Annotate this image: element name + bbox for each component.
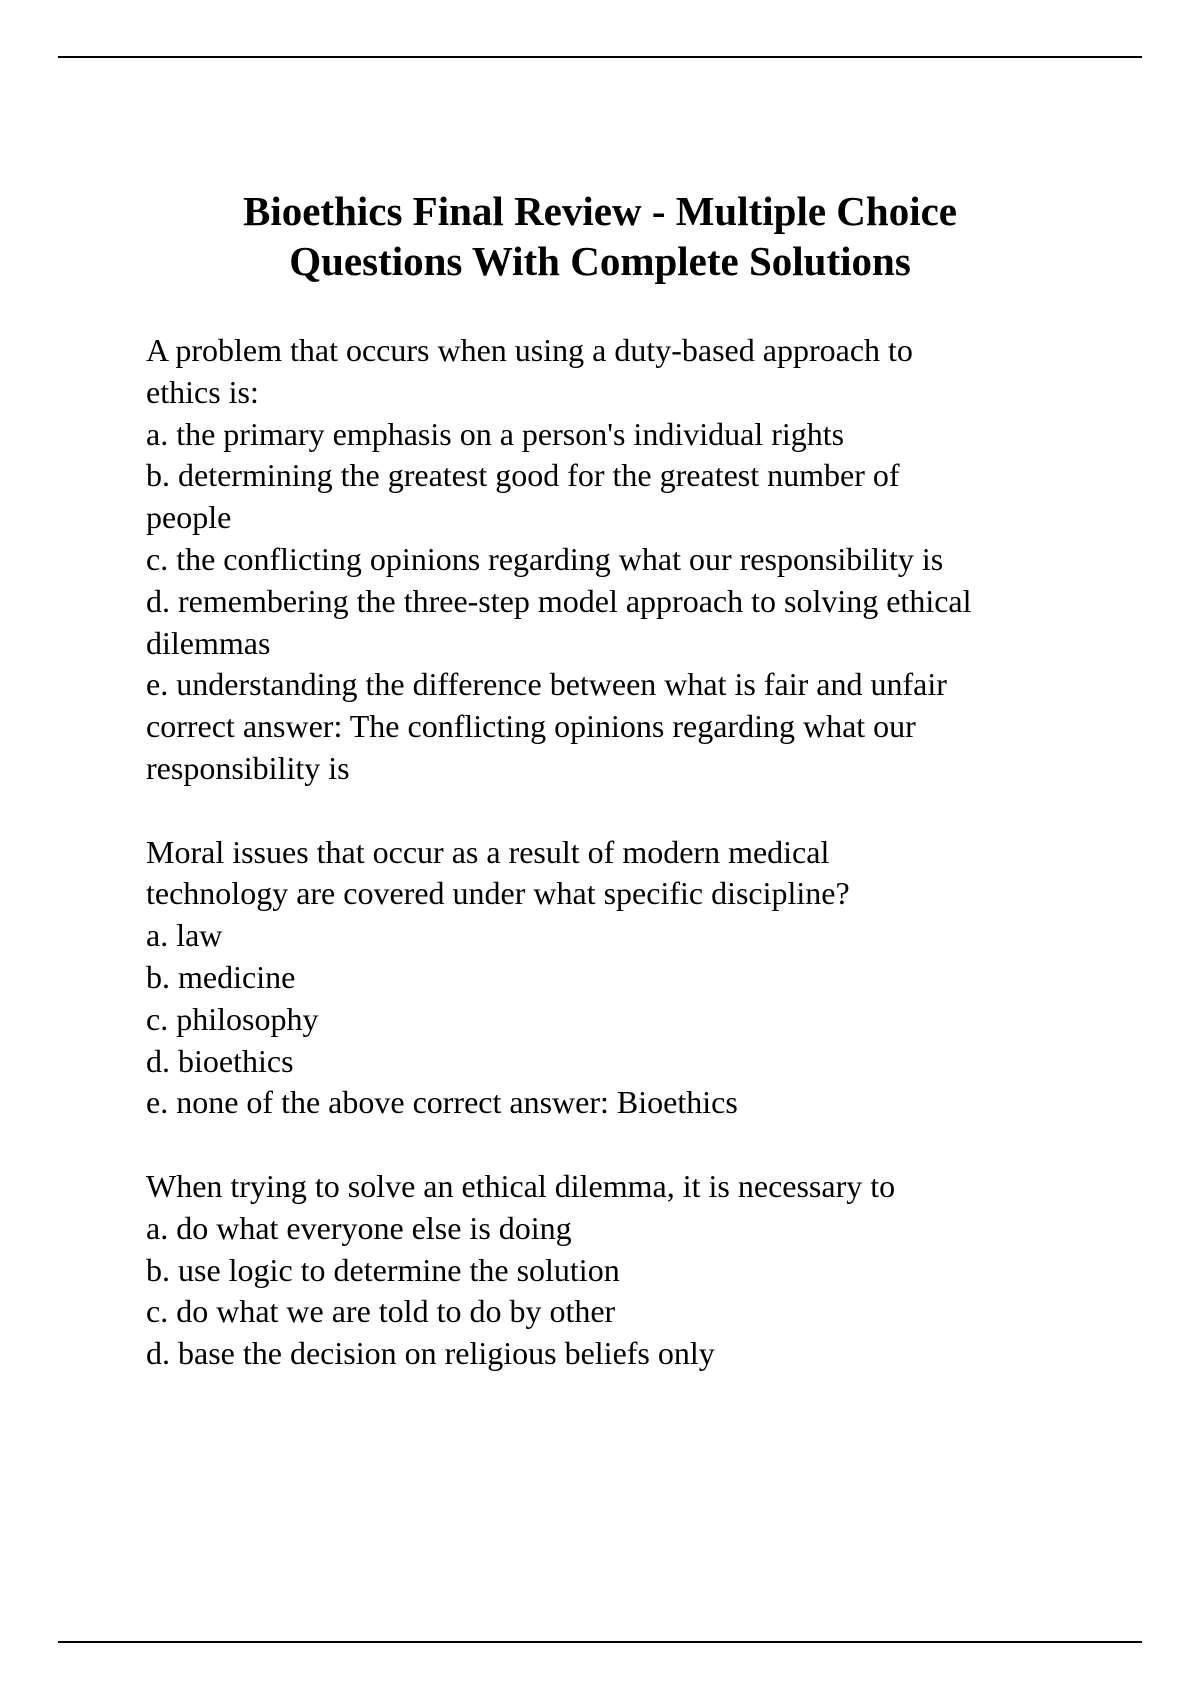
question-2-line: Moral issues that occur as a result of modern medical xyxy=(146,833,830,870)
title-line-1: Bioethics Final Review - Multiple Choice xyxy=(243,188,957,234)
question-3-option-a: a. do what everyone else is doing xyxy=(146,1209,572,1246)
question-2-option-e-answer: e. none of the above correct answer: Bioethics xyxy=(146,1084,738,1121)
question-1-line: ethics is: xyxy=(146,373,259,410)
question-3-line: When trying to solve an ethical dilemma, it is necessary to xyxy=(146,1167,896,1204)
question-3 xyxy=(146,1166,1106,1375)
question-3-option-c: c. do what we are told to do by other xyxy=(146,1293,616,1330)
question-1-option-e: e. understanding the difference between what is fair and unfair xyxy=(146,666,947,703)
question-2 xyxy=(146,832,1106,1125)
question-1-option-c: c. the conflicting opinions regarding what our responsibility is xyxy=(146,540,944,577)
question-1 xyxy=(146,330,1106,790)
questions-body xyxy=(146,330,1106,1417)
question-2-option-c: c. philosophy xyxy=(146,1000,319,1037)
question-2-option-b: b. medicine xyxy=(146,958,296,995)
question-2-option-d: d. bioethics xyxy=(146,1042,294,1079)
question-1-option-b-cont: people xyxy=(146,499,232,536)
footer-rule xyxy=(58,1641,1142,1643)
question-1-option-b: b. determining the greatest good for the greatest number of xyxy=(146,457,900,494)
question-1-option-a: a. the primary emphasis on a person's individual rights xyxy=(146,415,845,452)
question-2-line: technology are covered under what specific discipline? xyxy=(146,875,850,912)
title-line-2: Questions With Complete Solutions xyxy=(289,238,911,284)
question-1-line: A problem that occurs when using a duty-based approach to xyxy=(146,332,913,368)
question-1-answer-cont: responsibility is xyxy=(146,749,350,786)
question-3-option-b: b. use logic to determine the solution xyxy=(146,1251,620,1288)
document-title xyxy=(100,186,1100,286)
question-1-answer: correct answer: The conflicting opinions regarding what our xyxy=(146,708,916,745)
question-1-option-d: d. remembering the three-step model approach to solving ethical xyxy=(146,582,972,619)
question-1-option-d-cont: dilemmas xyxy=(146,624,271,661)
question-3-option-d: d. base the decision on religious beliefs only xyxy=(146,1335,715,1372)
question-2-option-a: a. law xyxy=(146,917,223,954)
header-rule xyxy=(58,56,1142,58)
